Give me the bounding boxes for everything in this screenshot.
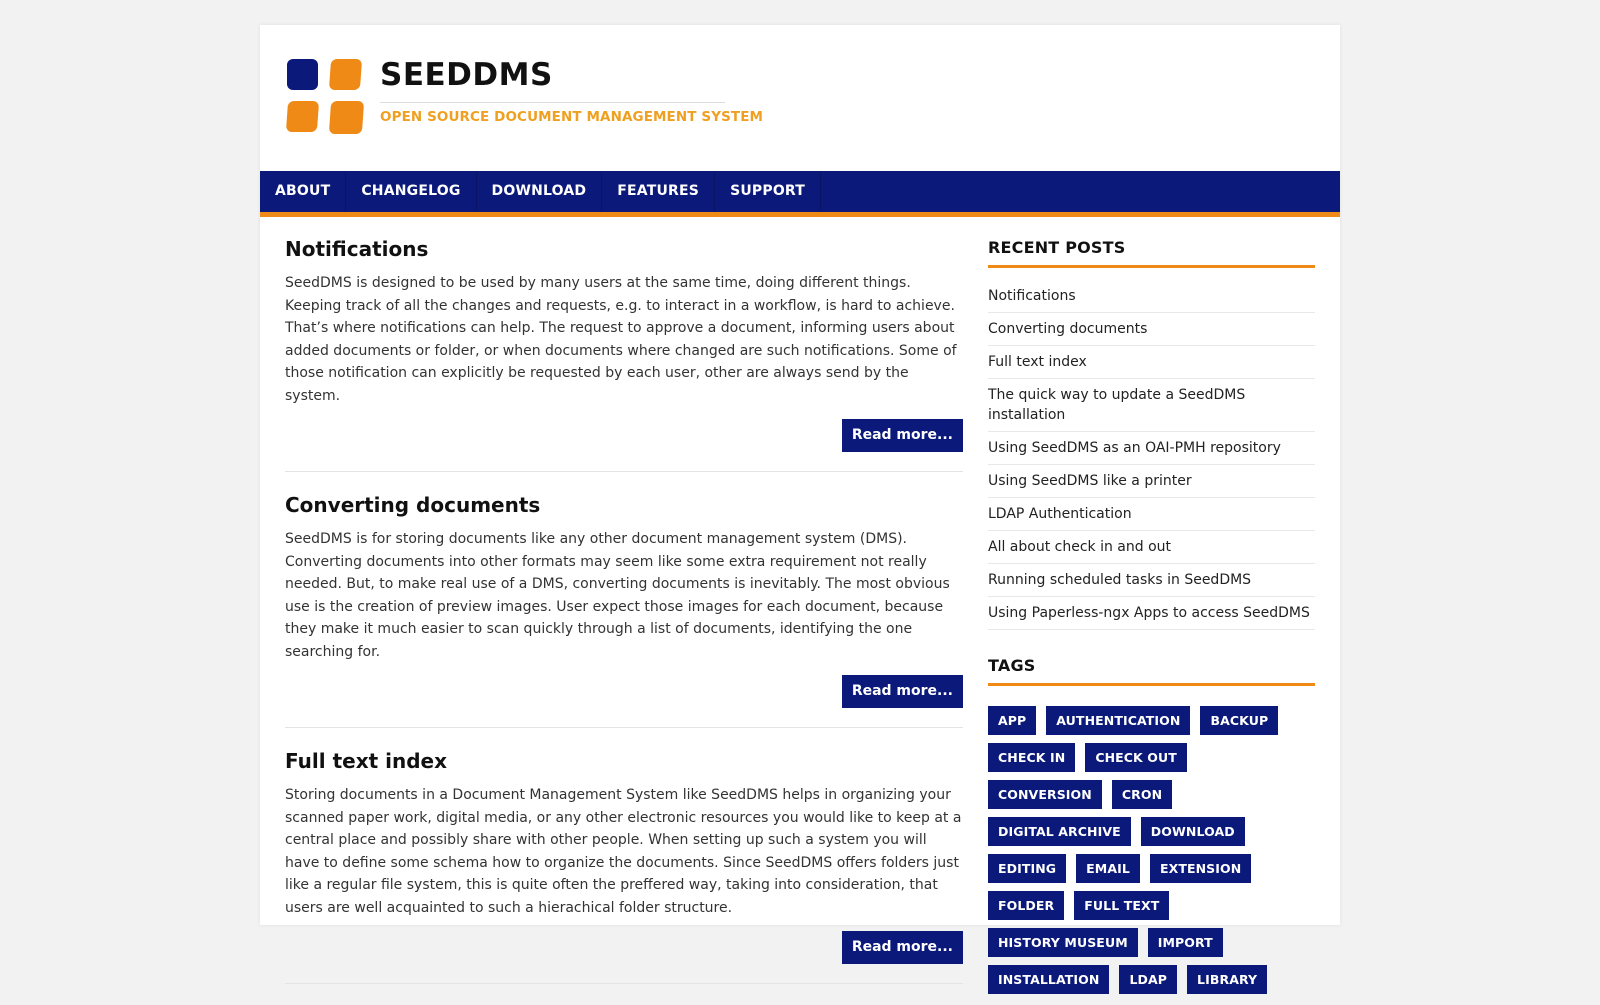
tag-link[interactable]: CHECK OUT [1085,743,1187,772]
post-excerpt: SeedDMS is designed to be used by many users at the same time, doing different things. Keeping track of all the changes and requests, e.g. to interact in a workflow, is hard to achieve. That’s where notifications can help. The request to approve a document, informing users about added documents or folder, or when documents where changed are such notifications. Some of those notification can explicitly be requested by each user, other are always send by the system. [285,275,957,404]
tag-link[interactable]: FOLDER [988,891,1064,920]
tag-link[interactable]: FULL TEXT [1074,891,1169,920]
read-more-button[interactable]: Read more... [842,931,963,964]
read-more-button[interactable]: Read more... [842,419,963,452]
nav-item-changelog[interactable]: CHANGELOG [346,171,476,212]
read-more-container [285,931,963,964]
tag-link[interactable]: INSTALLATION [988,965,1109,994]
post-card [285,749,963,984]
site-description: OPEN SOURCE DOCUMENT MANAGEMENT SYSTEM [380,109,764,125]
tag-link[interactable]: AUTHENTICATION [1046,706,1190,735]
recent-post-link[interactable]: All about check in and out [988,531,1315,564]
nav-item-features[interactable]: FEATURES [602,171,715,212]
page-container [260,25,1340,987]
logo-square-orange [329,59,362,90]
recent-post-link[interactable]: Notifications [988,280,1315,313]
tag-link[interactable]: DOWNLOAD [1141,817,1245,846]
tags-heading: TAGS [988,656,1315,686]
nav-item-download[interactable]: DOWNLOAD [477,171,603,212]
site-header [260,25,1340,171]
recent-post-link[interactable]: The quick way to update a SeedDMS installation [988,379,1315,432]
tag-link[interactable]: DIGITAL ARCHIVE [988,817,1131,846]
tag-link[interactable]: EMAIL [1076,854,1140,883]
read-more-button[interactable]: Read more... [842,675,963,708]
tag-link[interactable]: BACKUP [1200,706,1278,735]
post-card [285,493,963,728]
recent-post-link[interactable]: Running scheduled tasks in SeedDMS [988,564,1315,597]
recent-posts-list [988,280,1315,630]
post-excerpt: Storing documents in a Document Management System like SeedDMS helps in organizing your scanned paper work, digital media, or any other electronic resources you would like to keep at a central place and possibly share with other people. When setting up such a system you will have to define some schema how to organize the documents. Since SeedDMS offers folders just like a regular file system, this is quite often the preffered way, taking into consideration, that users are well acquainted to such a hierachical folder structure. [285,787,962,916]
logo-square-blue [287,59,318,90]
tag-link[interactable]: CRON [1112,780,1172,809]
post-card [285,237,963,472]
post-title[interactable]: Notifications [285,237,429,261]
tag-link[interactable]: IMPORT [1148,928,1223,957]
recent-post-link[interactable]: Converting documents [988,313,1315,346]
tag-link[interactable]: EDITING [988,854,1066,883]
tag-link[interactable]: CONVERSION [988,780,1102,809]
nav-item-support[interactable]: SUPPORT [715,171,821,212]
read-more-container [285,419,963,452]
sidebar [988,238,1315,1002]
nav-item-about[interactable]: ABOUT [260,171,346,212]
post-title[interactable]: Full text index [285,749,448,773]
recent-post-link[interactable]: LDAP Authentication [988,498,1315,531]
recent-posts-heading: RECENT POSTS [988,238,1315,268]
logo-square-orange [329,101,364,134]
tag-link[interactable]: EXTENSION [1150,854,1251,883]
recent-post-link[interactable]: Using Paperless-ngx Apps to access SeedDMS [988,597,1315,630]
site-branding [380,57,763,125]
tag-link[interactable]: LIBRARY [1187,965,1267,994]
tag-cloud [988,706,1315,1002]
post-excerpt: SeedDMS is for storing documents like any other document management system (DMS). Converting documents into other formats may seem like some extra requirement not really needed. But, to make real use of a DMS, converting documents is inevitably. The most obvious use is the creation of preview images. User expect those images for each document, because they make it much easier to scan quickly through a list of documents, identifying the one searching for. [285,531,950,660]
site-title[interactable]: SEEDDMS [380,57,725,103]
main-navigation [260,171,1340,217]
recent-post-link[interactable]: Using SeedDMS like a printer [988,465,1315,498]
post-list [285,237,963,1005]
recent-post-link[interactable]: Full text index [988,346,1315,379]
logo-square-orange [286,101,319,132]
post-title[interactable]: Converting documents [285,493,541,517]
tag-link[interactable]: LDAP [1119,965,1177,994]
read-more-container [285,675,963,708]
site-logo[interactable] [287,59,363,135]
tag-link[interactable]: CHECK IN [988,743,1075,772]
recent-post-link[interactable]: Using SeedDMS as an OAI-PMH repository [988,432,1315,465]
tag-link[interactable]: APP [988,706,1036,735]
tag-link[interactable]: HISTORY MUSEUM [988,928,1138,957]
